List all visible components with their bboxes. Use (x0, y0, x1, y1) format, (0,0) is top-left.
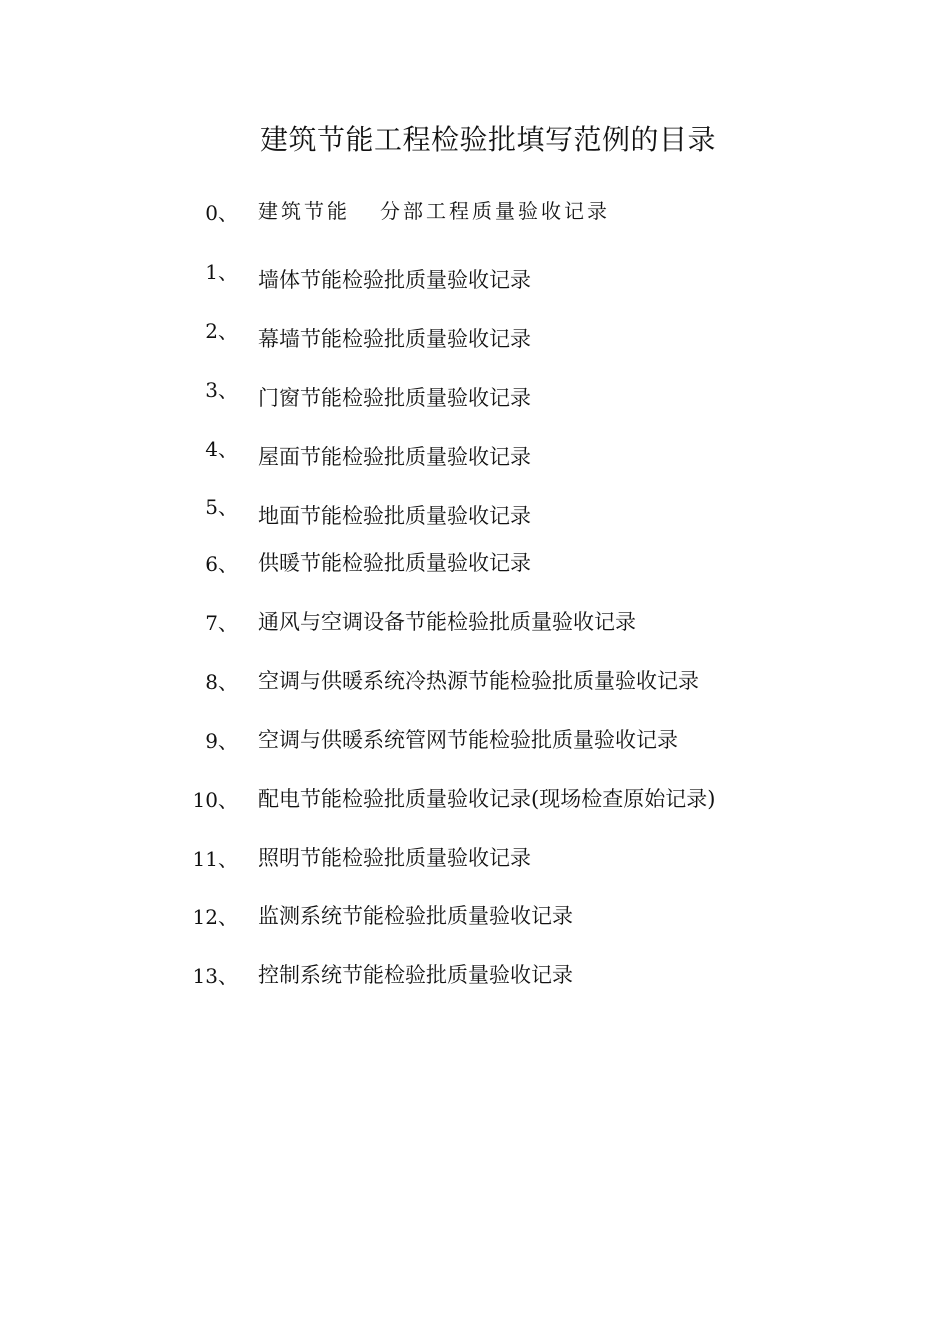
toc-item-number: 3、 (205, 378, 238, 402)
toc-item-number: 4、 (205, 437, 238, 461)
toc-item-2 (0, 315, 900, 351)
toc-item-number: 7、 (205, 611, 238, 635)
toc-item-4 (0, 433, 900, 469)
toc-item-number: 1、 (205, 260, 238, 284)
toc-item-number: 13、 (192, 964, 238, 988)
toc-item-number: 2、 (205, 319, 238, 343)
toc-item-6 (0, 547, 900, 577)
toc-item-0 (0, 195, 900, 225)
toc-item-number: 8、 (205, 670, 238, 694)
toc-item-number: 12、 (192, 905, 238, 929)
toc-item-label: 屋面节能检验批质量验收记录 (258, 445, 531, 469)
toc-item-number: 9、 (205, 729, 238, 753)
toc-item-label: 门窗节能检验批质量验收记录 (258, 386, 531, 410)
toc-item-1 (0, 256, 900, 292)
toc-item-label: 通风与空调设备节能检验批质量验收记录 (258, 610, 636, 634)
toc-item-11 (0, 842, 900, 872)
toc-item-number: 11、 (192, 847, 238, 871)
toc-item-number: 6、 (205, 552, 238, 576)
toc-item-number: 10、 (192, 788, 238, 812)
toc-item-9 (0, 724, 900, 754)
toc-item-label-part-b: 分部工程质量验收记录 (380, 199, 610, 223)
toc-item-label: 幕墙节能检验批质量验收记录 (258, 327, 531, 351)
toc-item-number: 5、 (205, 495, 238, 519)
toc-item-label (258, 195, 610, 224)
toc-item-label: 地面节能检验批质量验收记录 (258, 504, 531, 528)
toc-item-7 (0, 606, 900, 636)
toc-item-12 (0, 900, 900, 930)
toc-item-8 (0, 665, 900, 695)
toc-item-label: 配电节能检验批质量验收记录(现场检查原始记录) (258, 787, 716, 811)
toc-item-10 (0, 783, 900, 813)
toc-item-label: 空调与供暖系统冷热源节能检验批质量验收记录 (258, 669, 699, 693)
toc-item-label: 照明节能检验批质量验收记录 (258, 846, 531, 870)
toc-item-label: 监测系统节能检验批质量验收记录 (258, 904, 573, 928)
page-title: 建筑节能工程检验批填写范例的目录 (259, 123, 716, 156)
toc-item-label: 墙体节能检验批质量验收记录 (258, 268, 531, 292)
toc-item-13 (0, 959, 900, 989)
toc-item-label: 供暖节能检验批质量验收记录 (258, 551, 531, 575)
toc-item-label: 控制系统节能检验批质量验收记录 (258, 963, 573, 987)
toc-item-number: 0、 (205, 201, 238, 225)
toc-item-label-part-a: 建筑节能 (258, 199, 350, 223)
toc-item-3 (0, 374, 900, 410)
toc-item-label: 空调与供暖系统管网节能检验批质量验收记录 (258, 728, 678, 752)
toc-item-5 (0, 491, 900, 528)
